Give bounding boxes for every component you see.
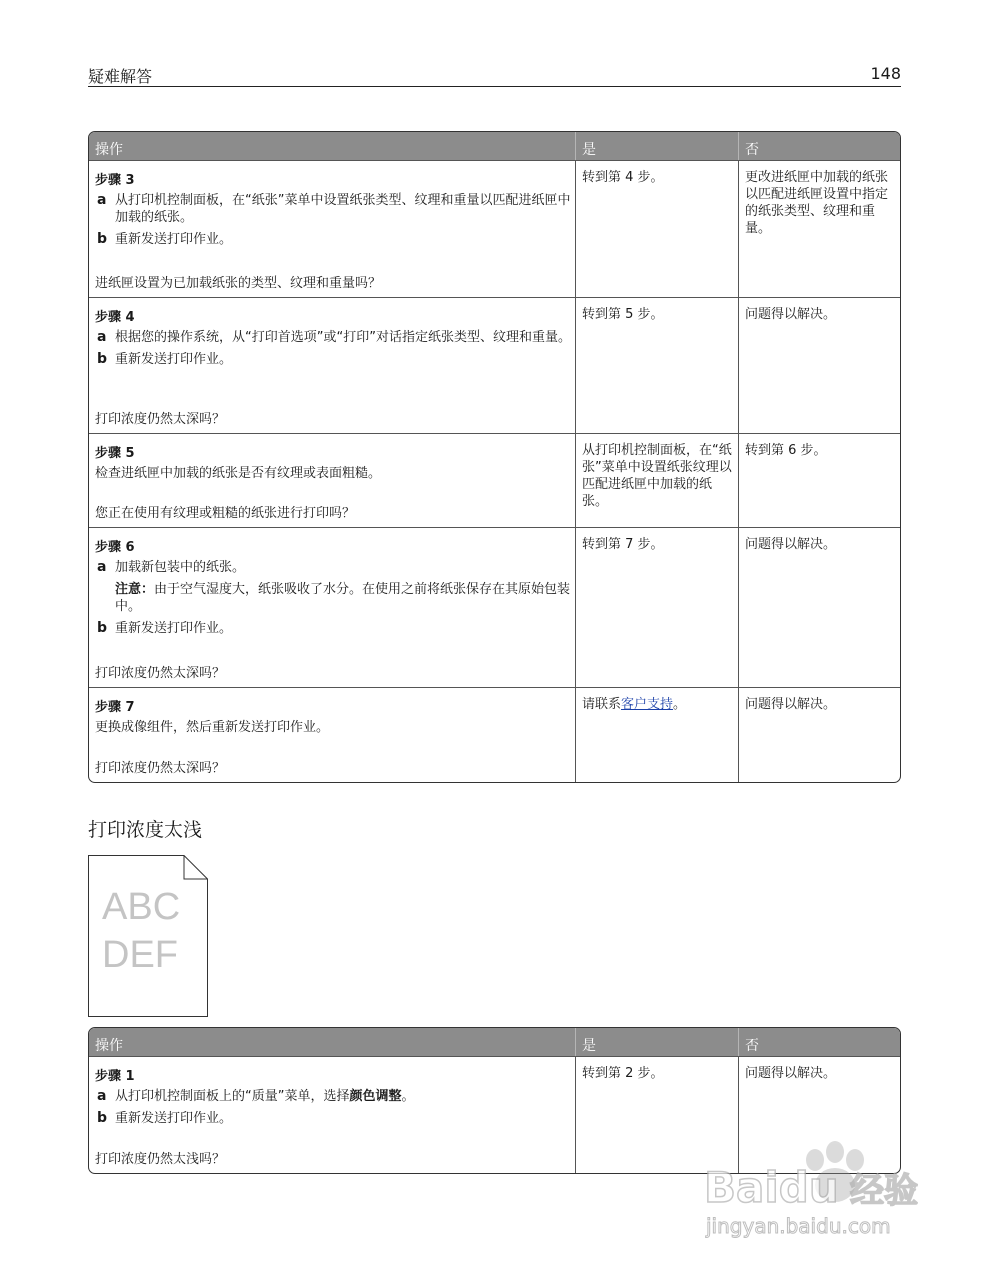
step-text: 更换成像组件，然后重新发送打印作业。 [95,720,330,735]
substep-text: 重新发送打印作业。 [115,232,233,247]
yes-cell: 转到第 5 步。 [576,298,739,433]
substep-text: 加载新包装中的纸张。 [115,560,246,575]
yes-text-prefix: 请联系 [582,697,622,712]
menu-option-color-adjust: 颜色调整 [349,1089,402,1104]
light-print-page-illustration [88,855,208,1017]
action-cell [89,161,576,297]
step-label: 步骤 5 [95,446,135,461]
substep-b [95,231,571,248]
step-label: 步骤 3 [95,173,135,188]
running-header-section: 疑难解答 [88,67,153,86]
substep-text: 重新发送打印作业。 [115,1111,233,1126]
no-cell: 问题得以解决。 [745,697,837,712]
yes-cell: 转到第 2 步。 [576,1057,739,1173]
note-text: 由于空气湿度大，纸张吸收了水分。在使用之前将纸张保存在其原始包装中。 [115,582,571,614]
note-label: 注意： [115,582,155,597]
column-header-action: 操作 [89,132,576,160]
yes-cell: 转到第 7 步。 [576,528,739,687]
table-row-step-4 [89,297,900,433]
action-cell [89,434,576,527]
substep-text: 重新发送打印作业。 [115,352,233,367]
step-text: 检查进纸匣中加载的纸张是否有纹理或表面粗糙。 [95,466,382,481]
substep-text [115,1088,571,1105]
customer-support-link[interactable]: 客户支持 [621,697,674,712]
section-title: 打印浓度太浅 [88,819,203,841]
no-cell: 问题得以解决。 [745,537,837,552]
substep-a [95,329,571,346]
substep-text: 重新发送打印作业。 [115,621,233,636]
sample-text-line-2: DEF [102,934,178,976]
step-question: 打印浓度仍然太深吗？ [95,412,226,427]
substep-letter: b [97,1110,108,1126]
step-label: 步骤 7 [95,700,135,715]
substep-letter: a [97,1088,107,1104]
page-number: 148 [870,64,901,83]
substep-text-prefix: 从打印机控制面板上的“质量”菜单，选择 [115,1089,350,1104]
substep-text-suffix: 。 [401,1089,415,1104]
column-header-no: 否 [745,1038,759,1054]
paw-icon-toe-2 [826,1141,844,1163]
step-question: 您正在使用有纹理或粗糙的纸张进行打印吗？ [95,506,356,521]
table-row-step-5 [89,433,900,527]
troubleshooting-table-dark [88,131,901,783]
watermark-url: jingyan.baidu.com [706,1214,891,1238]
substep-letter: b [97,620,108,636]
column-header-no: 否 [745,142,759,158]
step-label: 步骤 1 [95,1069,135,1084]
substep-a [95,1088,571,1105]
column-header-action: 操作 [89,1028,576,1056]
substep-letter: b [97,231,108,247]
no-cell: 转到第 6 步。 [745,443,827,458]
step-question: 打印浓度仍然太浅吗？ [95,1152,226,1167]
step-question: 进纸匣设置为已加载纸张的类型、纹理和重量吗？ [95,276,382,291]
yes-cell [576,688,739,782]
table-row-step-7 [89,687,900,782]
yes-text-suffix: 。 [673,697,687,712]
watermark-brand: Baidu [704,1163,839,1212]
note [95,581,571,615]
substep-letter: a [97,559,107,575]
substep-b [95,1110,571,1127]
table-header-row [89,132,900,160]
substep-b [95,620,571,637]
action-cell [89,688,576,782]
no-cell: 问题得以解决。 [745,1066,837,1081]
watermark-brand-cn: 经验 [850,1171,918,1211]
yes-cell: 从打印机控制面板，在“纸张”菜单中设置纸张纹理以匹配进纸匣中加载的纸张。 [576,434,739,527]
no-cell: 问题得以解决。 [745,307,837,322]
action-cell [89,528,576,687]
step-label: 步骤 6 [95,540,135,555]
table-row-step-3 [89,160,900,297]
sample-text-line-1: ABC [102,886,181,928]
column-header-yes: 是 [576,132,739,160]
step-question: 打印浓度仍然太深吗？ [95,666,226,681]
table-header-row [89,1028,900,1056]
substep-letter: a [97,192,107,208]
no-cell: 更改进纸匣中加载的纸张以匹配进纸匣设置中指定的纸张类型、纹理和重量。 [745,170,889,236]
substep-a [95,192,571,226]
table-row-step-6 [89,527,900,687]
action-cell [89,1057,576,1173]
action-cell [89,298,576,433]
header-divider [88,86,901,87]
substep-text: 从打印机控制面板，在“纸张”菜单中设置纸张类型、纹理和重量以匹配进纸匣中加载的纸张。 [115,193,571,225]
step-label: 步骤 4 [95,310,135,325]
yes-cell: 转到第 4 步。 [576,161,739,297]
substep-a [95,559,571,576]
paw-icon-toe-3 [846,1149,864,1171]
substep-text: 根据您的操作系统，从“打印首选项”或“打印”对话指定纸张类型、纹理和重量。 [115,330,571,345]
step-question: 打印浓度仍然太深吗？ [95,761,226,776]
baidu-jingyan-watermark [700,1130,940,1245]
substep-b [95,351,571,368]
substep-letter: b [97,351,108,367]
column-header-yes: 是 [576,1028,739,1056]
substep-letter: a [97,329,107,345]
